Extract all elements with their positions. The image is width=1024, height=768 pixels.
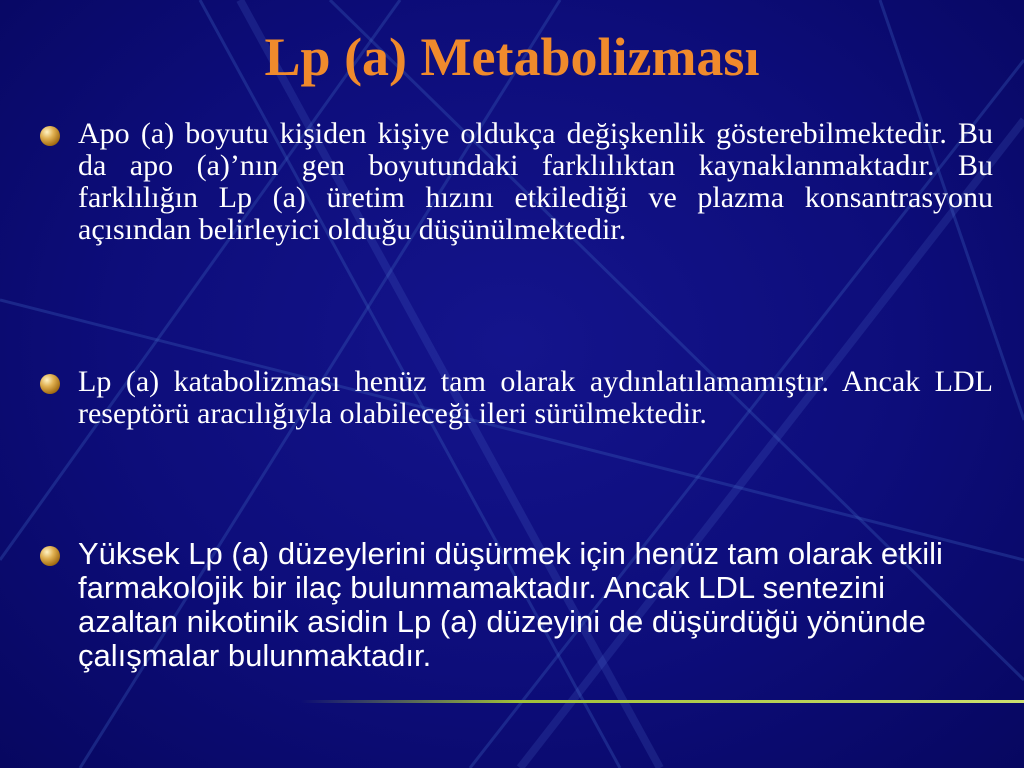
bullet-item-2 xyxy=(40,366,993,430)
bullet-item-3 xyxy=(40,537,980,673)
accent-divider-line xyxy=(300,700,1024,703)
bullet-text-2: Lp (a) katabolizması henüz tam olarak aydınlatılamamıştır. Ancak LDL reseptörü aracılığıyla olabileceği ileri sürülmektedir. xyxy=(78,365,993,430)
gold-sphere-bullet-icon xyxy=(40,546,60,566)
bullet-item-1 xyxy=(40,118,993,246)
gold-sphere-bullet-icon xyxy=(40,374,60,394)
bullet-text-1: Apo (a) boyutu kişiden kişiye oldukça değişkenlik gösterebilmektedir. Bu da apo (a)’nın gen boyutundaki farklılıktan kaynaklanmaktadır. Bu farklılığın Lp (a) üretim hızını etkilediği ve plazma konsantrasyonu açısından belirleyici olduğu düşünülmektedir. xyxy=(78,117,993,246)
bullet-text-3: Yüksek Lp (a) düzeylerini düşürmek için henüz tam olarak etkili farmakolojik bir ilaç bulunmamaktadır. Ancak LDL sentezini azaltan nikotinik asidin Lp (a) düzeyini de düşürdüğü yönünde çalışmalar bulunmaktadır. xyxy=(78,536,943,673)
gold-sphere-bullet-icon xyxy=(40,126,60,146)
slide-title: Lp (a) Metabolizması xyxy=(264,27,760,87)
